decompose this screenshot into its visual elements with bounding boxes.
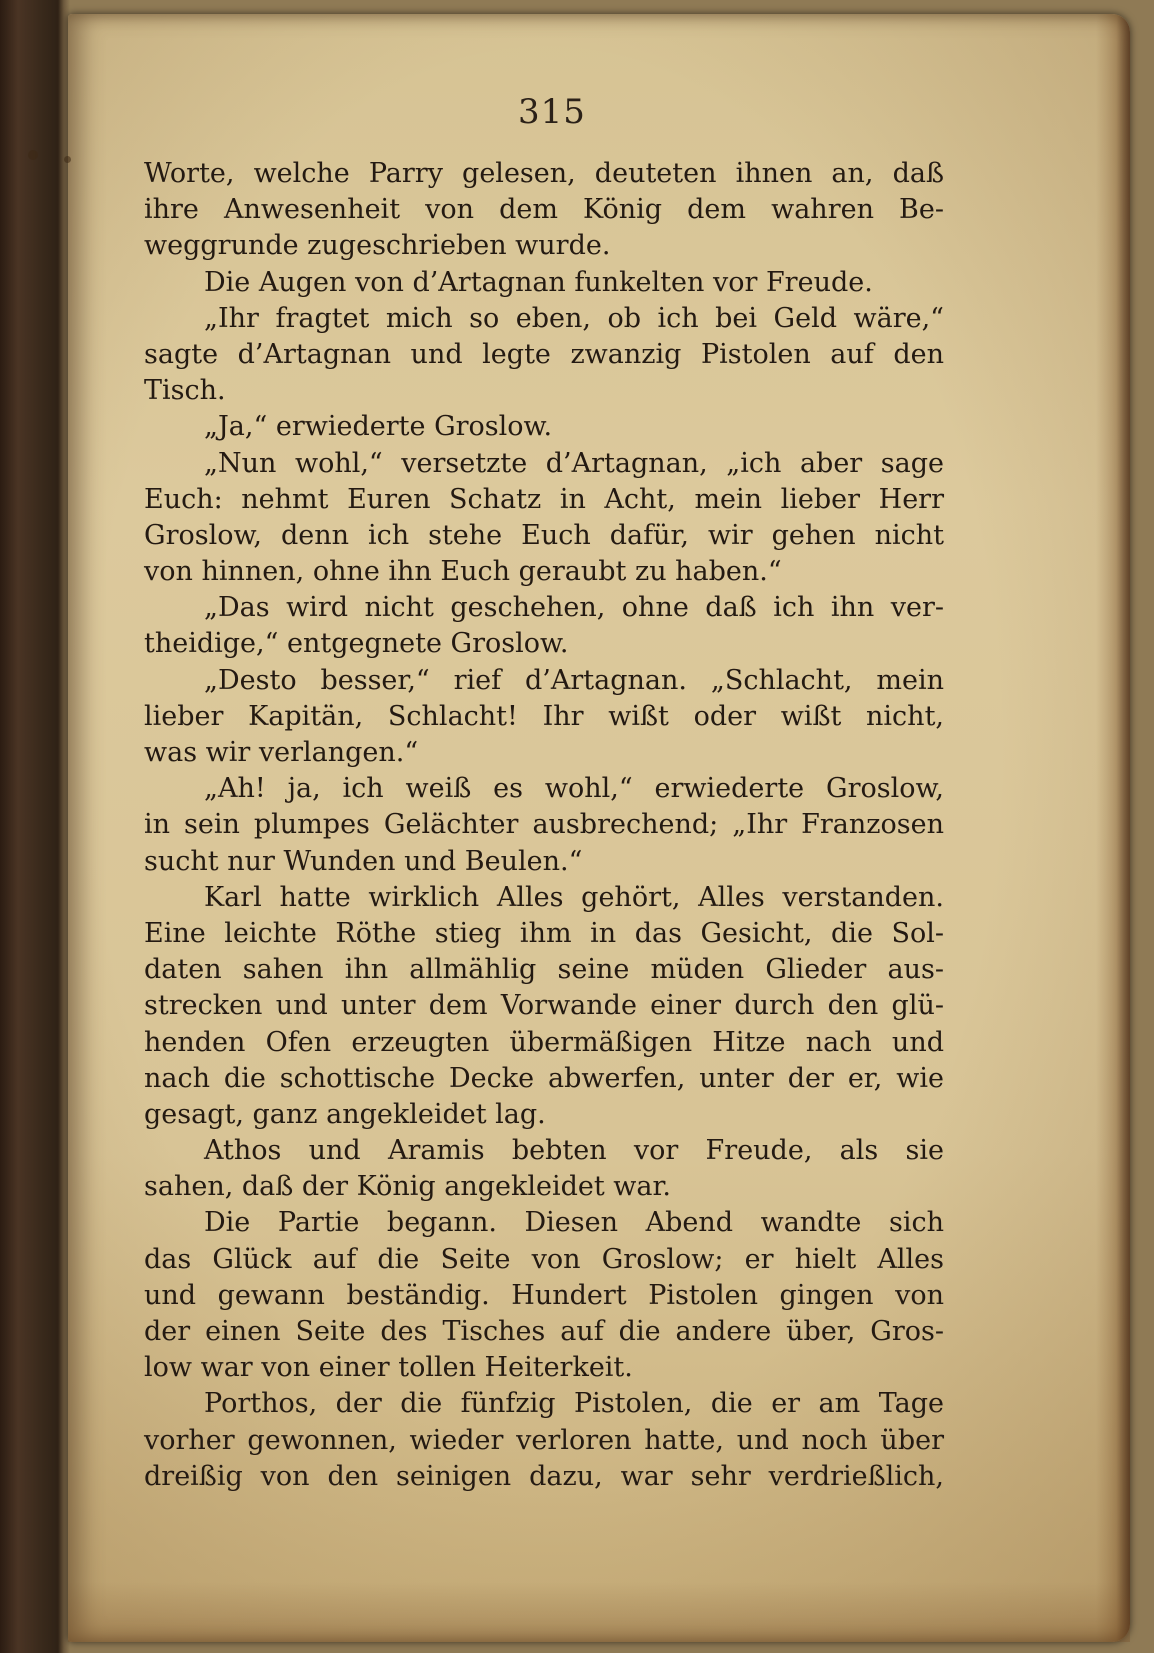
ink-smudge	[64, 156, 71, 163]
text-line: lieber Kapitän, Schlacht! Ihr wißt oder wißt nicht,	[144, 700, 944, 732]
text-line: „Ah! ja, ich weiß es wohl,“ erwiederte Groslow,	[204, 773, 944, 805]
text-line: vorher gewonnen, wieder verloren hatte, und noch über	[144, 1424, 944, 1456]
ink-smudge	[28, 150, 38, 160]
body-text	[144, 156, 944, 1495]
text-line: „Ja,“ erwiederte Groslow.	[204, 411, 553, 443]
text-line: Die Partie begann. Diesen Abend wandte sich	[204, 1207, 944, 1239]
page-edge-right	[1096, 14, 1130, 1642]
text-line: ihre Anwesenheit von dem König dem wahren Be-	[144, 194, 944, 226]
text-line: der einen Seite des Tisches auf die andere über, Gros-	[144, 1316, 944, 1347]
page-edge-bottom	[68, 1582, 1130, 1642]
text-line: in sein plumpes Gelächter ausbrechend; „Ihr Franzosen	[144, 809, 944, 841]
text-line: weggrunde zugeschrieben wurde.	[144, 230, 611, 262]
text-line: low war von einer tollen Heiterkeit.	[144, 1352, 633, 1384]
text-line: sagte d’Artagnan und legte zwanzig Pistolen auf den	[144, 338, 944, 370]
text-line: Athos und Aramis bebten vor Freude, als sie	[204, 1135, 944, 1167]
text-line: Die Augen von d’Artagnan funkelten vor Freude.	[204, 266, 873, 298]
text-line: und gewann beständig. Hundert Pistolen gingen von	[144, 1279, 944, 1311]
text-line: von hinnen, ohne ihn Euch geraubt zu haben.“	[144, 556, 782, 588]
text-line: daten sahen ihn allmählig seine müden Glieder aus-	[144, 954, 944, 986]
page-number: 315	[518, 92, 586, 132]
text-line: „Nun wohl,“ versetzte d’Artagnan, „ich aber sage	[204, 447, 944, 479]
text-line: Karl hatte wirklich Alles gehört, Alles verstanden.	[204, 881, 944, 913]
text-line: sucht nur Wunden und Beulen.“	[144, 845, 583, 877]
text-line: strecken und unter dem Vorwande einer durch den glü-	[144, 990, 944, 1022]
text-line: theidige,“ entgegnete Groslow.	[144, 628, 569, 660]
text-line: „Das wird nicht geschehen, ohne daß ich ihn ver-	[204, 592, 944, 624]
text-line: Eine leichte Röthe stieg ihm in das Gesicht, die Sol-	[144, 917, 944, 949]
text-line: gesagt, ganz angekleidet lag.	[144, 1098, 546, 1130]
text-line: „Ihr fragtet mich so eben, ob ich bei Geld wäre,“	[204, 302, 944, 334]
text-line: sahen, daß der König angekleidet war.	[144, 1171, 672, 1203]
text-line: Tisch.	[144, 375, 226, 407]
text-line: dreißig von den seinigen dazu, war sehr verdrießlich,	[144, 1460, 944, 1492]
text-line: Euch: nehmt Euren Schatz in Acht, mein lieber Herr	[144, 483, 944, 515]
book-page	[68, 14, 1130, 1642]
text-line: das Glück auf die Seite von Groslow; er hielt Alles	[144, 1243, 944, 1275]
text-line: Worte, welche Parry gelesen, deuteten ihnen an, daß	[144, 158, 944, 189]
text-line: „Desto besser,“ rief d’Artagnan. „Schlacht, mein	[204, 664, 944, 696]
text-line: was wir verlangen.“	[144, 737, 419, 768]
text-line: henden Ofen erzeugten übermäßigen Hitze nach und	[144, 1026, 944, 1058]
text-line: Porthos, der die fünfzig Pistolen, die er am Tage	[204, 1388, 944, 1420]
text-line: nach die schottische Decke abwerfen, unter der er, wie	[144, 1062, 944, 1094]
text-line: Groslow, denn ich stehe Euch dafür, wir gehen nicht	[144, 519, 944, 551]
